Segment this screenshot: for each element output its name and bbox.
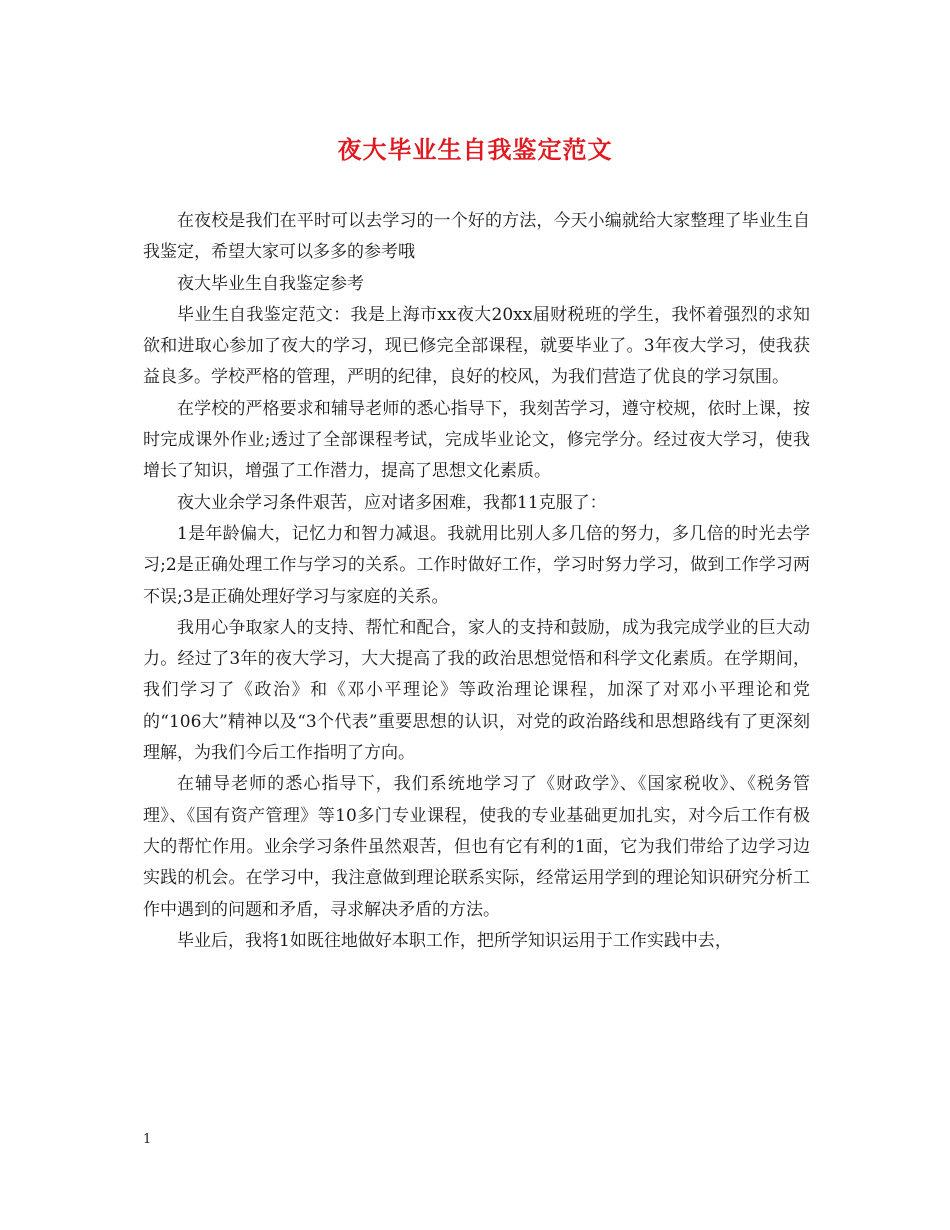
paragraph-5: 我用心争取家人的支持、帮忙和配合，家人的支持和鼓励，成为我完成学业的巨大动力。经过了3年的夜大学习，大大提高了我的政治思想觉悟和科学文化素质。在学期间，我们学习了《政治》和《邓小平理论》等政治理论课程，加深了对邓小平理论和党的“106大”精神以及“3个代表”重要思想的认识，对党的政治路线和思想路线有了更深刻理解，为我们今后工作指明了方向。 — [143, 617, 810, 764]
paragraph-7: 毕业后，我将1如既往地做好本职工作，把所学知识运用于工作实践中去， — [177, 930, 732, 951]
document-title: 夜大毕业生自我鉴定范文 — [337, 135, 613, 164]
paragraph-3: 夜大业余学习条件艰苦，应对诸多困难，我都11克服了： — [177, 492, 607, 513]
paragraph-4: 1是年龄偏大，记忆力和智力减退。我就用比别人多几倍的努力，多几倍的时光去学习;2是正确处理工作与学习的关系。工作时做好工作，学习时努力学习，做到工作学习两不误;3是正确处理好学习与家庭的关系。 — [143, 523, 810, 607]
paragraph-1: 毕业生自我鉴定范文：我是上海市xx夜大20xx届财税班的学生，我怀着强烈的求知欲和进取心参加了夜大的学习，现已修完全部课程，就要毕业了。3年夜大学习，使我获益良多。学校严格的管理，严明的纪律，良好的校风，为我们营造了优良的学习氛围。 — [143, 304, 810, 388]
paragraph-subtitle: 夜大毕业生自我鉴定参考 — [177, 273, 364, 294]
document-body — [143, 206, 810, 957]
paragraph-2: 在学校的严格要求和辅导老师的悉心指导下，我刻苦学习，遵守校规，依时上课，按时完成课外作业;透过了全部课程考试，完成毕业论文，修完学分。经过夜大学习，使我增长了知识，增强了工作潜力，提高了思想文化素质。 — [143, 398, 810, 482]
paragraph-6: 在辅导老师的悉心指导下，我们系统地学习了《财政学》、《国家税收》、《税务管理》、《国有资产管理》等10多门专业课程，使我的专业基础更加扎实，对今后工作有极大的帮忙作用。业余学习条件虽然艰苦，但也有它有利的1面，它为我们带给了边学习边实践的机会。在学习中，我注意做到理论联系实际，经常运用学到的理论知识研究分析工作中遇到的问题和矛盾，寻求解决矛盾的方法。 — [143, 774, 810, 920]
paragraph-intro: 在夜校是我们在平时可以去学习的一个好的方法，今天小编就给大家整理了毕业生自我鉴定，希望大家可以多多的参考哦 — [143, 211, 810, 263]
page-number: 1 — [143, 1132, 152, 1147]
